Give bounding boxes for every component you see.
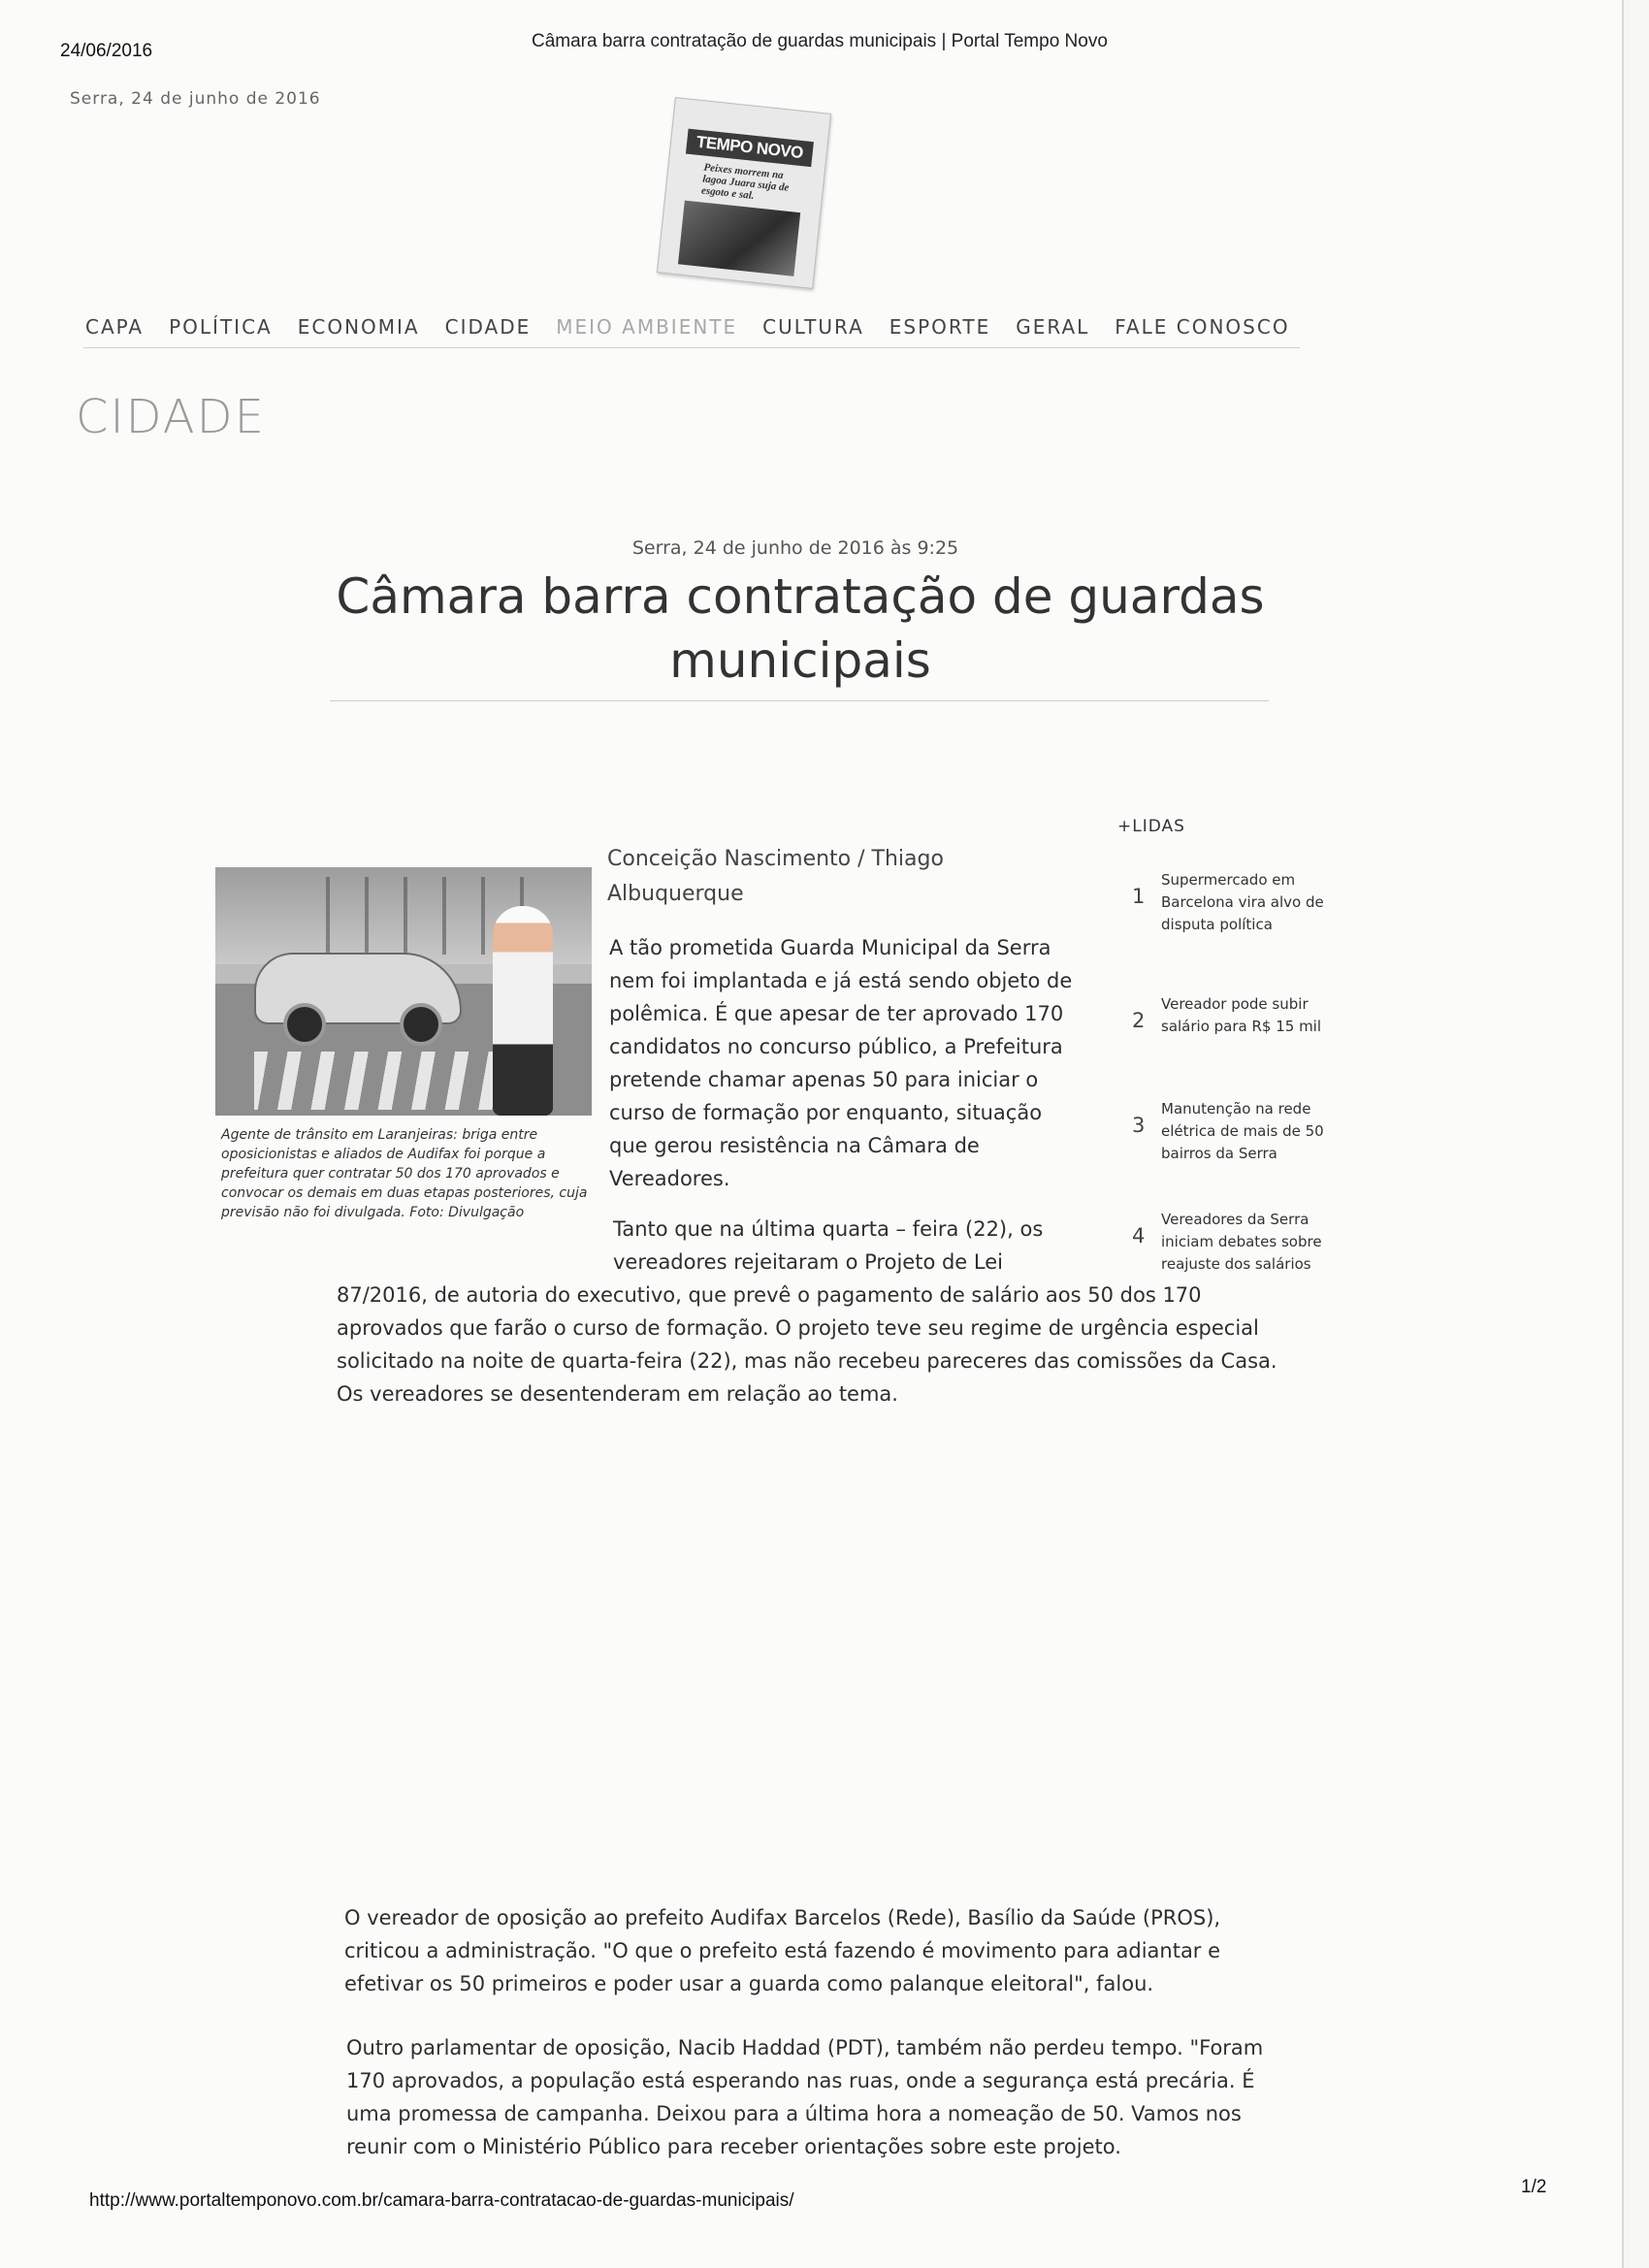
article-photo — [215, 867, 592, 1116]
most-read-number: 2 — [1132, 1009, 1146, 1032]
print-title: Câmara barra contratação de guardas municipais | Portal Tempo Novo — [532, 31, 1108, 51]
most-read-number: 3 — [1132, 1114, 1146, 1137]
logo-masthead: TEMPO NOVO — [686, 129, 814, 167]
section-heading: CIDADE — [76, 390, 266, 444]
title-divider — [330, 700, 1269, 701]
nav-item-esporte[interactable]: ESPORTE — [889, 315, 991, 339]
paragraph-4: Outro parlamentar de oposição, Nacib Haddad (PDT), também não perdeu tempo. "Foram 170 aprovados, a população está esperando nas ruas, onde a segurança está precária. É uma promessa de campanha. Deixou para a última hora a nomeação de 50. Vamos nos reunir com o Ministério Público para receber orientações sobre este projeto. — [346, 2036, 1264, 2158]
nav-item-geral[interactable]: GERAL — [1016, 315, 1090, 339]
most-read-number: 1 — [1132, 885, 1146, 908]
nav-item-politica[interactable]: POLÍTICA — [169, 315, 273, 339]
main-nav — [85, 315, 1315, 339]
photo-caption: Agente de trânsito em Laranjeiras: briga entre oposicionistas e aliados de Audifax foi porque a prefeitura quer contratar 50 dos 170 aprovados e convocar os demais em duas etapas posteriores, cuja previsão não foi divulgada. Foto: Divulgação — [221, 1127, 588, 1220]
paragraph-2-start: Tanto que na última quarta – feira (22), os vereadores rejeitaram o Projeto de Lei — [613, 1217, 1044, 1274]
nav-item-meio-ambiente[interactable]: MEIO AMBIENTE — [556, 315, 738, 339]
article-author: Conceição Nascimento / Thiago Albuquerque — [607, 847, 944, 906]
nav-item-cultura[interactable]: CULTURA — [762, 315, 864, 339]
nav-divider — [83, 347, 1300, 348]
footer-page-number: 1/2 — [1521, 2177, 1547, 2197]
most-read-link[interactable]: Vereadores da Serra iniciam debates sobre reajuste dos salários — [1161, 1211, 1322, 1273]
logo-cover-photo — [678, 201, 800, 276]
most-read-link[interactable]: Manutenção na rede elétrica de mais de 50 bairros da Serra — [1161, 1100, 1324, 1162]
nav-item-economia[interactable]: ECONOMIA — [297, 315, 420, 339]
most-read-heading: +LIDAS — [1117, 817, 1185, 836]
nav-item-fale-conosco[interactable]: FALE CONOSCO — [1115, 315, 1290, 339]
most-read-number: 4 — [1132, 1224, 1146, 1247]
most-read-link[interactable]: Supermercado em Barcelona vira alvo de disputa política — [1161, 871, 1324, 933]
footer-url: http://www.portaltemponovo.com.br/camara-barra-contratacao-de-guardas-municipais/ — [89, 2190, 794, 2211]
paragraph-2-continued: 87/2016, de autoria do executivo, que prevê o pagamento de salário aos 50 dos 170 aprovados que farão o curso de formação. O projeto teve seu regime de urgência especial solicitado na noite de quarta-feira (22), mas não recebeu pareceres das comissões da Casa. Os vereadores se desentenderam em relação ao tema. — [337, 1283, 1277, 1406]
nav-item-capa[interactable]: CAPA — [85, 315, 145, 339]
most-read-link[interactable]: Vereador pode subir salário para R$ 15 mil — [1161, 995, 1322, 1035]
paragraph-3: O vereador de oposição ao prefeito Audifax Barcelos (Rede), Basílio da Saúde (PROS), criticou a administração. "O que o prefeito está fazendo é movimento para adiantar e efetivar os 50 primeiros e poder usar a guarda como palanque eleitoral", falou. — [344, 1906, 1221, 1995]
article-title: Câmara barra contratação de guardas municipais — [336, 568, 1265, 689]
print-date: 24/06/2016 — [60, 41, 153, 61]
logo-headline: Peixes morrem na lagoa Juara suja de esgoto e sal. — [700, 161, 790, 203]
nav-item-cidade[interactable]: CIDADE — [444, 315, 532, 339]
dateline-top: Serra, 24 de junho de 2016 — [70, 89, 321, 109]
article-date: Serra, 24 de junho de 2016 às 9:25 — [631, 537, 959, 559]
paragraph-1: A tão prometida Guarda Municipal da Serra nem foi implantada e já está sendo objeto de polêmica. É que apesar de ter aprovado 170 candidatos no concurso público, a Prefeitura pretende chamar apenas 50 para iniciar o curso de formação por enquanto, situação que gerou resistência na Câmara de Vereadores. — [609, 936, 1073, 1190]
newspaper-logo[interactable] — [657, 97, 831, 289]
